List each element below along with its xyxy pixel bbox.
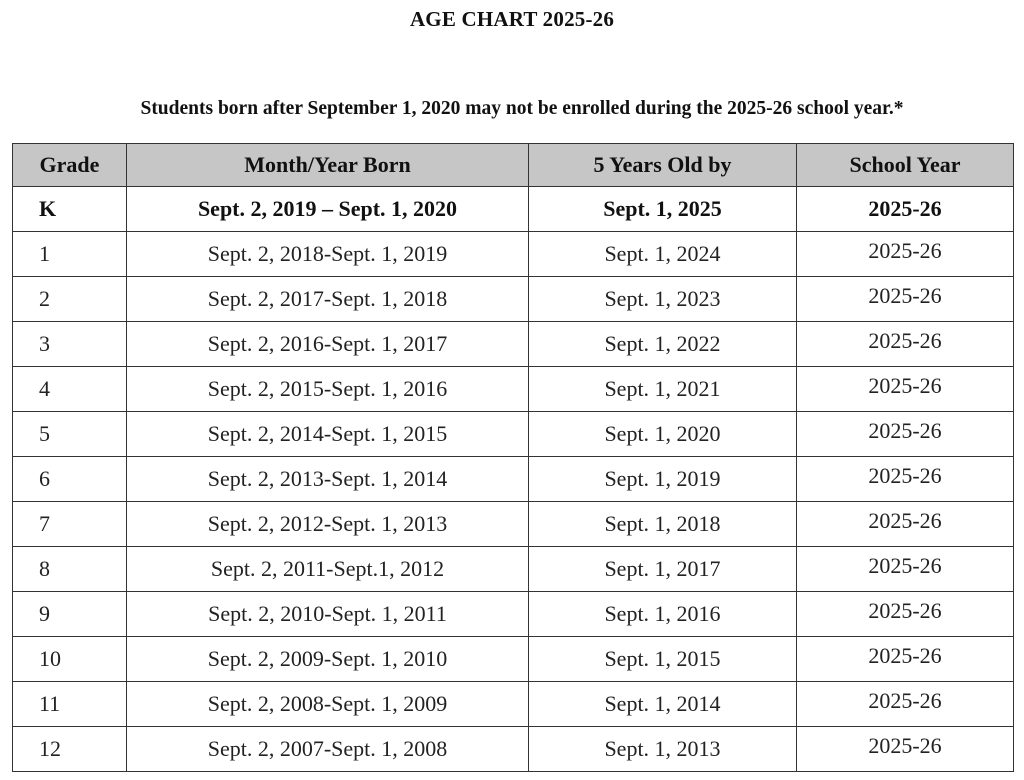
five-years-old-by-cell: Sept. 1, 2023 <box>529 277 797 322</box>
school-year-cell: 2025-26 <box>797 637 1014 682</box>
school-year-cell: 2025-26 <box>797 232 1014 277</box>
table-row <box>13 547 1014 592</box>
born-range-cell: Sept. 2, 2010-Sept. 1, 2011 <box>127 592 529 637</box>
born-range-cell: Sept. 2, 2014-Sept. 1, 2015 <box>127 412 529 457</box>
grade-cell: 8 <box>13 547 127 592</box>
school-year-cell: 2025-26 <box>797 457 1014 502</box>
grade-cell: 1 <box>13 232 127 277</box>
grade-cell: 11 <box>13 682 127 727</box>
table-row <box>13 367 1014 412</box>
school-year-cell: 2025-26 <box>797 727 1014 772</box>
grade-cell: 9 <box>13 592 127 637</box>
table-row <box>13 187 1014 232</box>
five-years-old-by-cell: Sept. 1, 2021 <box>529 367 797 412</box>
born-range-cell: Sept. 2, 2017-Sept. 1, 2018 <box>127 277 529 322</box>
column-header-grade: Grade <box>13 144 127 187</box>
grade-cell: 5 <box>13 412 127 457</box>
table-row <box>13 412 1014 457</box>
five-years-old-by-cell: Sept. 1, 2016 <box>529 592 797 637</box>
school-year-cell: 2025-26 <box>797 547 1014 592</box>
school-year-cell: 2025-26 <box>797 502 1014 547</box>
enrollment-notice: Students born after September 1, 2020 may not be enrolled during the 2025-26 school year.* <box>140 98 904 119</box>
age-chart-table <box>12 143 1014 772</box>
grade-cell: 12 <box>13 727 127 772</box>
five-years-old-by-cell: Sept. 1, 2017 <box>529 547 797 592</box>
born-range-cell: Sept. 2, 2011-Sept.1, 2012 <box>127 547 529 592</box>
table-row <box>13 727 1014 772</box>
page-title: AGE CHART 2025-26 <box>409 7 615 31</box>
grade-cell: 6 <box>13 457 127 502</box>
column-header-school-year: School Year <box>797 144 1014 187</box>
born-range-cell: Sept. 2, 2007-Sept. 1, 2008 <box>127 727 529 772</box>
grade-cell: K <box>13 187 127 232</box>
grade-cell: 3 <box>13 322 127 367</box>
grade-cell: 4 <box>13 367 127 412</box>
school-year-cell: 2025-26 <box>797 412 1014 457</box>
school-year-cell: 2025-26 <box>797 277 1014 322</box>
born-range-cell: Sept. 2, 2015-Sept. 1, 2016 <box>127 367 529 412</box>
table-row <box>13 457 1014 502</box>
five-years-old-by-cell: Sept. 1, 2015 <box>529 637 797 682</box>
born-range-cell: Sept. 2, 2016-Sept. 1, 2017 <box>127 322 529 367</box>
column-header-month-year-born: Month/Year Born <box>127 144 529 187</box>
five-years-old-by-cell: Sept. 1, 2020 <box>529 412 797 457</box>
born-range-cell: Sept. 2, 2019 – Sept. 1, 2020 <box>127 187 529 232</box>
grade-cell: 10 <box>13 637 127 682</box>
born-range-cell: Sept. 2, 2013-Sept. 1, 2014 <box>127 457 529 502</box>
table-row <box>13 232 1014 277</box>
born-range-cell: Sept. 2, 2008-Sept. 1, 2009 <box>127 682 529 727</box>
born-range-cell: Sept. 2, 2012-Sept. 1, 2013 <box>127 502 529 547</box>
five-years-old-by-cell: Sept. 1, 2019 <box>529 457 797 502</box>
column-header-five-years-old-by: 5 Years Old by <box>529 144 797 187</box>
five-years-old-by-cell: Sept. 1, 2013 <box>529 727 797 772</box>
school-year-cell: 2025-26 <box>797 592 1014 637</box>
table-row <box>13 592 1014 637</box>
five-years-old-by-cell: Sept. 1, 2014 <box>529 682 797 727</box>
born-range-cell: Sept. 2, 2018-Sept. 1, 2019 <box>127 232 529 277</box>
school-year-cell: 2025-26 <box>797 682 1014 727</box>
five-years-old-by-cell: Sept. 1, 2018 <box>529 502 797 547</box>
grade-cell: 2 <box>13 277 127 322</box>
five-years-old-by-cell: Sept. 1, 2022 <box>529 322 797 367</box>
school-year-cell: 2025-26 <box>797 367 1014 412</box>
table-row <box>13 682 1014 727</box>
table-row <box>13 277 1014 322</box>
five-years-old-by-cell: Sept. 1, 2025 <box>529 187 797 232</box>
table-row <box>13 502 1014 547</box>
grade-cell: 7 <box>13 502 127 547</box>
table-header-row <box>13 144 1014 187</box>
table-row <box>13 322 1014 367</box>
school-year-cell: 2025-26 <box>797 187 1014 232</box>
five-years-old-by-cell: Sept. 1, 2024 <box>529 232 797 277</box>
school-year-cell: 2025-26 <box>797 322 1014 367</box>
born-range-cell: Sept. 2, 2009-Sept. 1, 2010 <box>127 637 529 682</box>
table-row <box>13 637 1014 682</box>
